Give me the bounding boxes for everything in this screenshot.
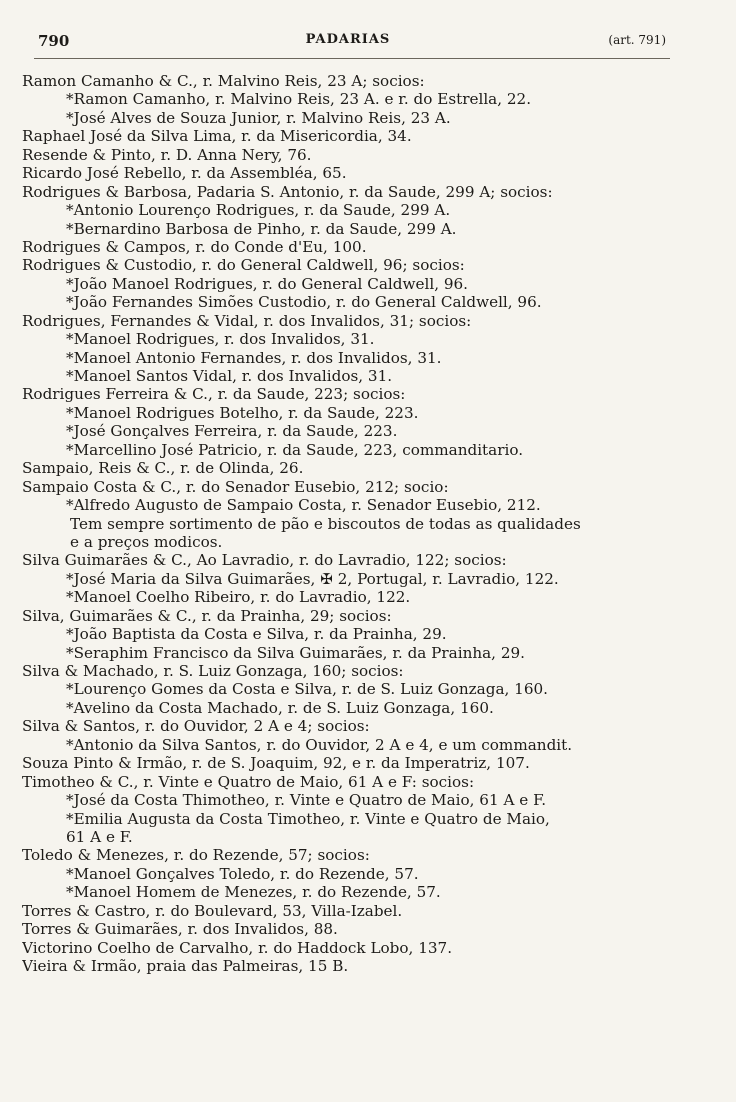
page-number: 790 [38, 32, 70, 50]
partner-entry: *Avelino da Costa Machado, r. de S. Luiz Gonzaga, 160. [66, 698, 494, 717]
partner-entry: *Antonio Lourenço Rodrigues, r. da Saude, 299 A. [66, 201, 451, 220]
firm-entry: Silva, Guimarães & C., r. da Prainha, 29; socios: [22, 606, 392, 625]
partner-entry: *José Alves de Souza Junior, r. Malvino Reis, 23 A. [66, 108, 451, 127]
header-rule [34, 58, 670, 59]
firm-entry: Sampaio, Reis & C., r. de Olinda, 26. [22, 459, 304, 478]
firm-entry: Rodrigues & Custodio, r. do General Caldwell, 96; socios: [22, 256, 465, 275]
partner-entry: *Antonio da Silva Santos, r. do Ouvidor, 2 A e 4, e um commandit. [66, 735, 573, 754]
partner-entry: *Manoel Gonçalves Toledo, r. do Rezende, 57. [66, 864, 419, 883]
partner-entry: 61 A e F. [66, 827, 133, 846]
partner-entry: *Manoel Rodrigues Botelho, r. da Saude, 223. [66, 403, 419, 422]
firm-entry: Torres & Guimarães, r. dos Invalidos, 88. [22, 920, 338, 939]
partner-entry: *João Manoel Rodrigues, r. do General Caldwell, 96. [66, 274, 469, 293]
article-reference: (art. 791) [608, 33, 666, 47]
partner-entry: *Ramon Camanho, r. Malvino Reis, 23 A. e r. do Estrella, 22. [66, 90, 532, 109]
partner-entry: *João Fernandes Simões Custodio, r. do General Caldwell, 96. [66, 293, 542, 312]
firm-entry: Silva & Machado, r. S. Luiz Gonzaga, 160; socios: [22, 662, 404, 680]
firm-entry: Timotheo & C., r. Vinte e Quatro de Maio, 61 A e F: socios: [22, 772, 475, 791]
firm-entry: Rodrigues, Fernandes & Vidal, r. dos Invalidos, 31; socios: [22, 311, 472, 330]
firm-entry: Toledo & Menezes, r. do Rezende, 57; socios: [22, 846, 370, 865]
firm-entry: Torres & Castro, r. do Boulevard, 53, Villa-Izabel. [22, 901, 403, 920]
note-line: Tem sempre sortimento de pão e biscoutos de todas as qualidades [70, 514, 581, 533]
firm-entry: Ramon Camanho & C., r. Malvino Reis, 23 A; socios: [22, 72, 425, 90]
firm-entry: Raphael José da Silva Lima, r. da Misericordia, 34. [22, 127, 412, 146]
partner-entry: *José Gonçalves Ferreira, r. da Saude, 223. [66, 422, 398, 441]
page-header [30, 30, 666, 54]
partner-entry: *Manoel Rodrigues, r. dos Invalidos, 31. [66, 330, 375, 349]
partner-entry: *Lourenço Gomes da Costa e Silva, r. de S. Luiz Gonzaga, 160. [66, 680, 548, 699]
partner-entry: *Manoel Homem de Menezes, r. do Rezende, 57. [66, 883, 441, 902]
partner-entry: *José da Costa Thimotheo, r. Vinte e Quatro de Maio, 61 A e F. [66, 791, 547, 810]
firm-entry: Silva & Santos, r. do Ouvidor, 2 A e 4; socios: [22, 717, 370, 736]
firm-entry: Rodrigues & Barbosa, Padaria S. Antonio, r. da Saude, 299 A; socios: [22, 182, 553, 201]
page-title: PADARIAS [305, 32, 391, 47]
firm-entry: Rodrigues & Campos, r. do Conde d'Eu, 100. [22, 237, 367, 256]
firm-entry: Vieira & Irmão, praia das Palmeiras, 15 B. [22, 957, 349, 975]
partner-entry: *Manoel Antonio Fernandes, r. dos Invalidos, 31. [66, 348, 442, 367]
partner-entry: *Bernardino Barbosa de Pinho, r. da Saude, 299 A. [66, 219, 457, 238]
firm-entry: Souza Pinto & Irmão, r. de S. Joaquim, 92, e r. da Imperatriz, 107. [22, 754, 530, 773]
firm-entry: Sampaio Costa & C., r. do Senador Eusebio, 212; socio: [22, 477, 449, 496]
partner-entry: *José Maria da Silva Guimarães, ✠ 2, Portugal, r. Lavradio, 122. [66, 569, 559, 588]
partner-entry: *Alfredo Augusto de Sampaio Costa, r. Senador Eusebio, 212. [66, 496, 541, 515]
partner-entry: *Manoel Santos Vidal, r. dos Invalidos, 31. [66, 367, 393, 385]
partner-entry: *João Baptista da Costa e Silva, r. da Prainha, 29. [66, 625, 447, 644]
firm-entry: Rodrigues Ferreira & C., r. da Saude, 223; socios: [22, 385, 406, 404]
firm-entry: Victorino Coelho de Carvalho, r. do Haddock Lobo, 137. [22, 938, 453, 957]
firm-entry: Silva Guimarães & C., Ao Lavradio, r. do Lavradio, 122; socios: [22, 551, 507, 570]
partner-entry: *Manoel Coelho Ribeiro, r. do Lavradio, 122. [66, 588, 411, 607]
partner-entry: *Emilia Augusta da Costa Timotheo, r. Vinte e Quatro de Maio, [66, 809, 550, 828]
note-line: e a preços modicos. [70, 532, 223, 551]
firm-entry: Resende & Pinto, r. D. Anna Nery, 76. [22, 145, 312, 164]
partner-entry: *Seraphim Francisco da Silva Guimarães, r. da Prainha, 29. [66, 643, 525, 662]
partner-entry: *Marcellino José Patricio, r. da Saude, 223, commanditario. [66, 440, 524, 459]
firm-entry: Ricardo José Rebello, r. da Assembléa, 65. [22, 164, 347, 183]
directory-listing [22, 72, 676, 975]
